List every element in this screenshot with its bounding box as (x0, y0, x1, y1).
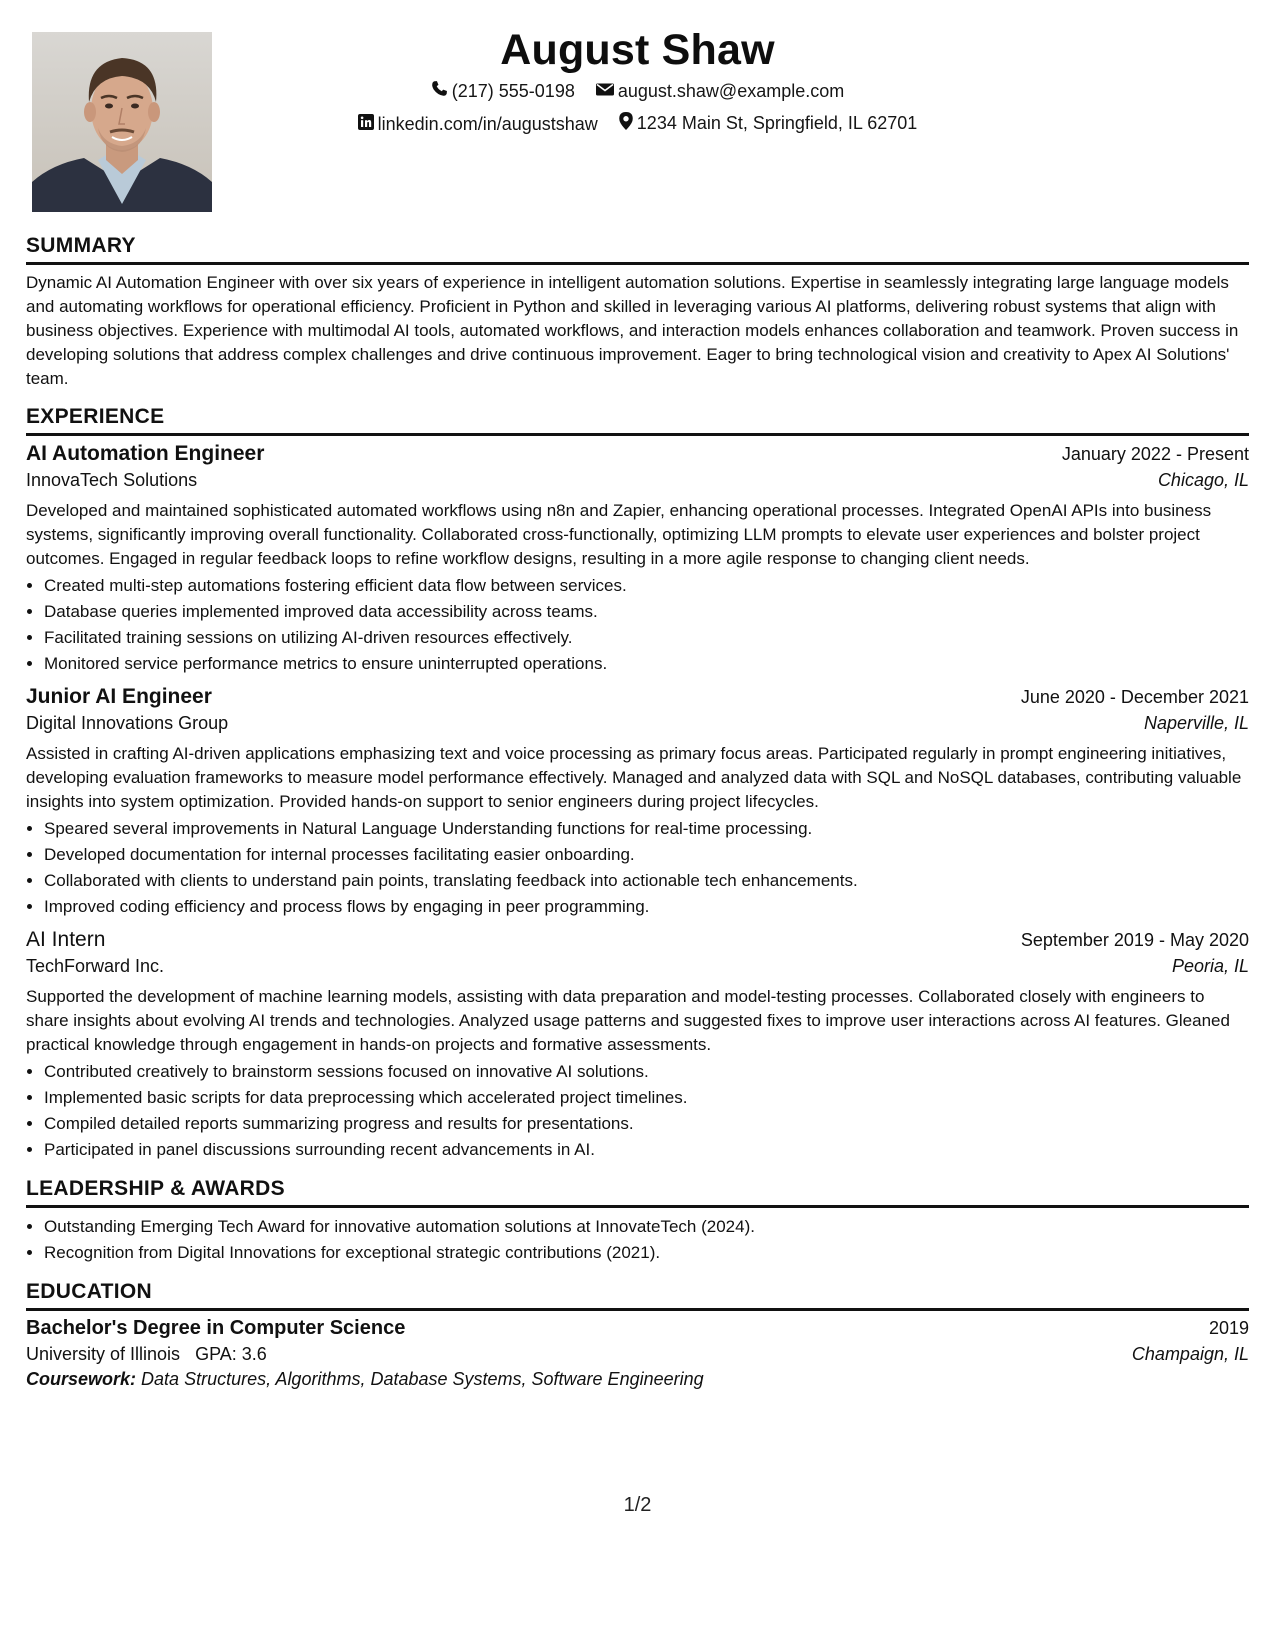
school-name: University of Illinois (26, 1344, 181, 1364)
degree-title: Bachelor's Degree in Computer Science (26, 1317, 406, 1339)
bullet-item: • Implemented basic scripts for data preprocessing which accelerated project timelines. (44, 1085, 1249, 1111)
bullet-item: • Monitored service performance metrics to ensure uninterrupted operations. (44, 651, 1249, 677)
bullet-item: • Facilitated training sessions on utilizing AI-driven resources effectively. (44, 625, 1249, 651)
gpa: GPA: 3.6 (195, 1344, 267, 1364)
bullet-item: • Created multi-step automations fostering efficient data flow between services. (44, 573, 1249, 599)
bullet-item: • Speared several improvements in Natural Language Understanding functions for real-time processing. (44, 816, 1249, 842)
job-entry (26, 685, 1249, 920)
address-contact (619, 112, 918, 135)
job-description: Supported the development of machine learning models, assisting with data preparation and model-testing processes. Collaborated closely with engineers to share insights about evolving AI trends and technologies. Analyzed usage patterns and suggested fixes to improve user interactions across AI features. Gleaned practical knowledge through engagement in hands-on projects and formative assessments. (26, 987, 1230, 1054)
job-description: Developed and maintained sophisticated automated workflows using n8n and Zapier, enhancing operational processes. Integrated OpenAI APIs into business systems, significantly improving overall functionality. Collaborated cross-functionally, optimizing LLM prompts to elevate user experiences and bolster project outcomes. Engaged in regular feedback loops to refine workflow designs, resulting in a more agile response to changing client needs. (26, 501, 1212, 568)
job-title: AI Intern (26, 928, 106, 951)
experience-section (26, 405, 1249, 1163)
section-title-summary: SUMMARY (26, 234, 1249, 265)
section-title-experience: EXPERIENCE (26, 405, 1249, 436)
job-dates: June 2020 - December 2021 (1020, 687, 1249, 707)
envelope-icon (596, 81, 618, 102)
coursework-list: Data Structures, Algorithms, Database Systems, Software Engineering (141, 1369, 704, 1389)
map-pin-icon (619, 112, 637, 135)
bullet-item: • Improved coding efficiency and process flows by engaging in peer programming. (44, 894, 1249, 920)
section-title-education: EDUCATION (26, 1280, 1249, 1311)
phone-contact (431, 80, 575, 102)
graduation-year: 2019 (1208, 1318, 1249, 1338)
summary-text: Dynamic AI Automation Engineer with over six years of experience in intelligent automation solutions. Expertise in seamlessly integrating large language models and automating workflows for operational efficiency. Proficient in Python and skilled in leveraging various AI platforms, delivering robust systems that align with business objectives. Experience with multimodal AI tools, automated workflows, and interaction models enhances collaboration and teamwork. Proven success in developing solutions that address complex challenges and drive continuous improvement. Eager to bring technological vision and creativity to Apex AI Solutions' team. (26, 273, 1239, 388)
linkedin-url: linkedin.com/in/augustshaw (377, 114, 598, 134)
job-title: AI Automation Engineer (26, 442, 265, 465)
bullet-item: • Developed documentation for internal processes facilitating easier onboarding. (44, 842, 1249, 868)
resume-header (26, 24, 1249, 214)
contact-line-2 (26, 112, 1249, 135)
contact-line-1 (26, 80, 1249, 102)
education-section (26, 1280, 1249, 1390)
bullet-item: • Compiled detailed reports summarizing progress and results for presentations. (44, 1111, 1249, 1137)
email-address: august.shaw@example.com (617, 81, 845, 101)
job-location: Peoria, IL (1171, 956, 1249, 976)
job-dates: September 2019 - May 2020 (1020, 930, 1249, 950)
phone-number: (217) 555-0198 (451, 80, 575, 101)
job-title: Junior AI Engineer (26, 685, 212, 708)
section-title-leadership: LEADERSHIP & AWARDS (26, 1177, 1249, 1208)
candidate-name: August Shaw (500, 26, 775, 74)
coursework-line (26, 1369, 1249, 1390)
leadership-section (26, 1177, 1249, 1266)
bullet-item: • Database queries implemented improved data accessibility across teams. (44, 599, 1249, 625)
job-description: Assisted in crafting AI-driven applications emphasizing text and voice processing as primary focus areas. Participated regularly in prompt engineering initiatives, developing evaluation frameworks to measure model performance effectively. Managed and analyzed data with SQL and NoSQL databases, contributing valuable insights into system optimization. Provided hands-on support to senior engineers during project lifecycles. (26, 744, 1242, 811)
coursework-label: Coursework: (26, 1369, 137, 1389)
summary-section (26, 234, 1249, 391)
job-location: Chicago, IL (1157, 470, 1249, 490)
award-item: • Outstanding Emerging Tech Award for innovative automation solutions at InnovateTech (2024). (44, 1214, 1249, 1240)
page-number: 1/2 (623, 1494, 652, 1516)
email-contact[interactable] (596, 81, 844, 102)
job-bullets (26, 573, 1249, 677)
job-entry (26, 928, 1249, 1163)
awards-list (26, 1214, 1249, 1266)
school-info (26, 1344, 267, 1365)
linkedin-contact[interactable] (358, 114, 598, 135)
bullet-item: • Collaborated with clients to understand pain points, translating feedback into actionable tech enhancements. (44, 868, 1249, 894)
company-name: InnovaTech Solutions (26, 470, 198, 490)
street-address: 1234 Main St, Springfield, IL 62701 (636, 113, 918, 133)
company-name: TechForward Inc. (26, 956, 165, 976)
bullet-item: • Contributed creatively to brainstorm sessions focused on innovative AI solutions. (44, 1059, 1249, 1085)
resume-page (26, 24, 1249, 1390)
job-bullets (26, 1059, 1249, 1163)
bullet-item: • Participated in panel discussions surrounding recent advancements in AI. (44, 1137, 1249, 1163)
school-location: Champaign, IL (1131, 1344, 1249, 1364)
linkedin-icon (358, 114, 378, 135)
phone-icon (431, 80, 452, 102)
job-dates: January 2022 - Present (1061, 444, 1249, 464)
award-item: • Recognition from Digital Innovations for exceptional strategic contributions (2021). (44, 1240, 1249, 1266)
company-name: Digital Innovations Group (26, 713, 229, 733)
job-bullets (26, 816, 1249, 920)
job-location: Naperville, IL (1143, 713, 1249, 733)
job-entry (26, 442, 1249, 677)
